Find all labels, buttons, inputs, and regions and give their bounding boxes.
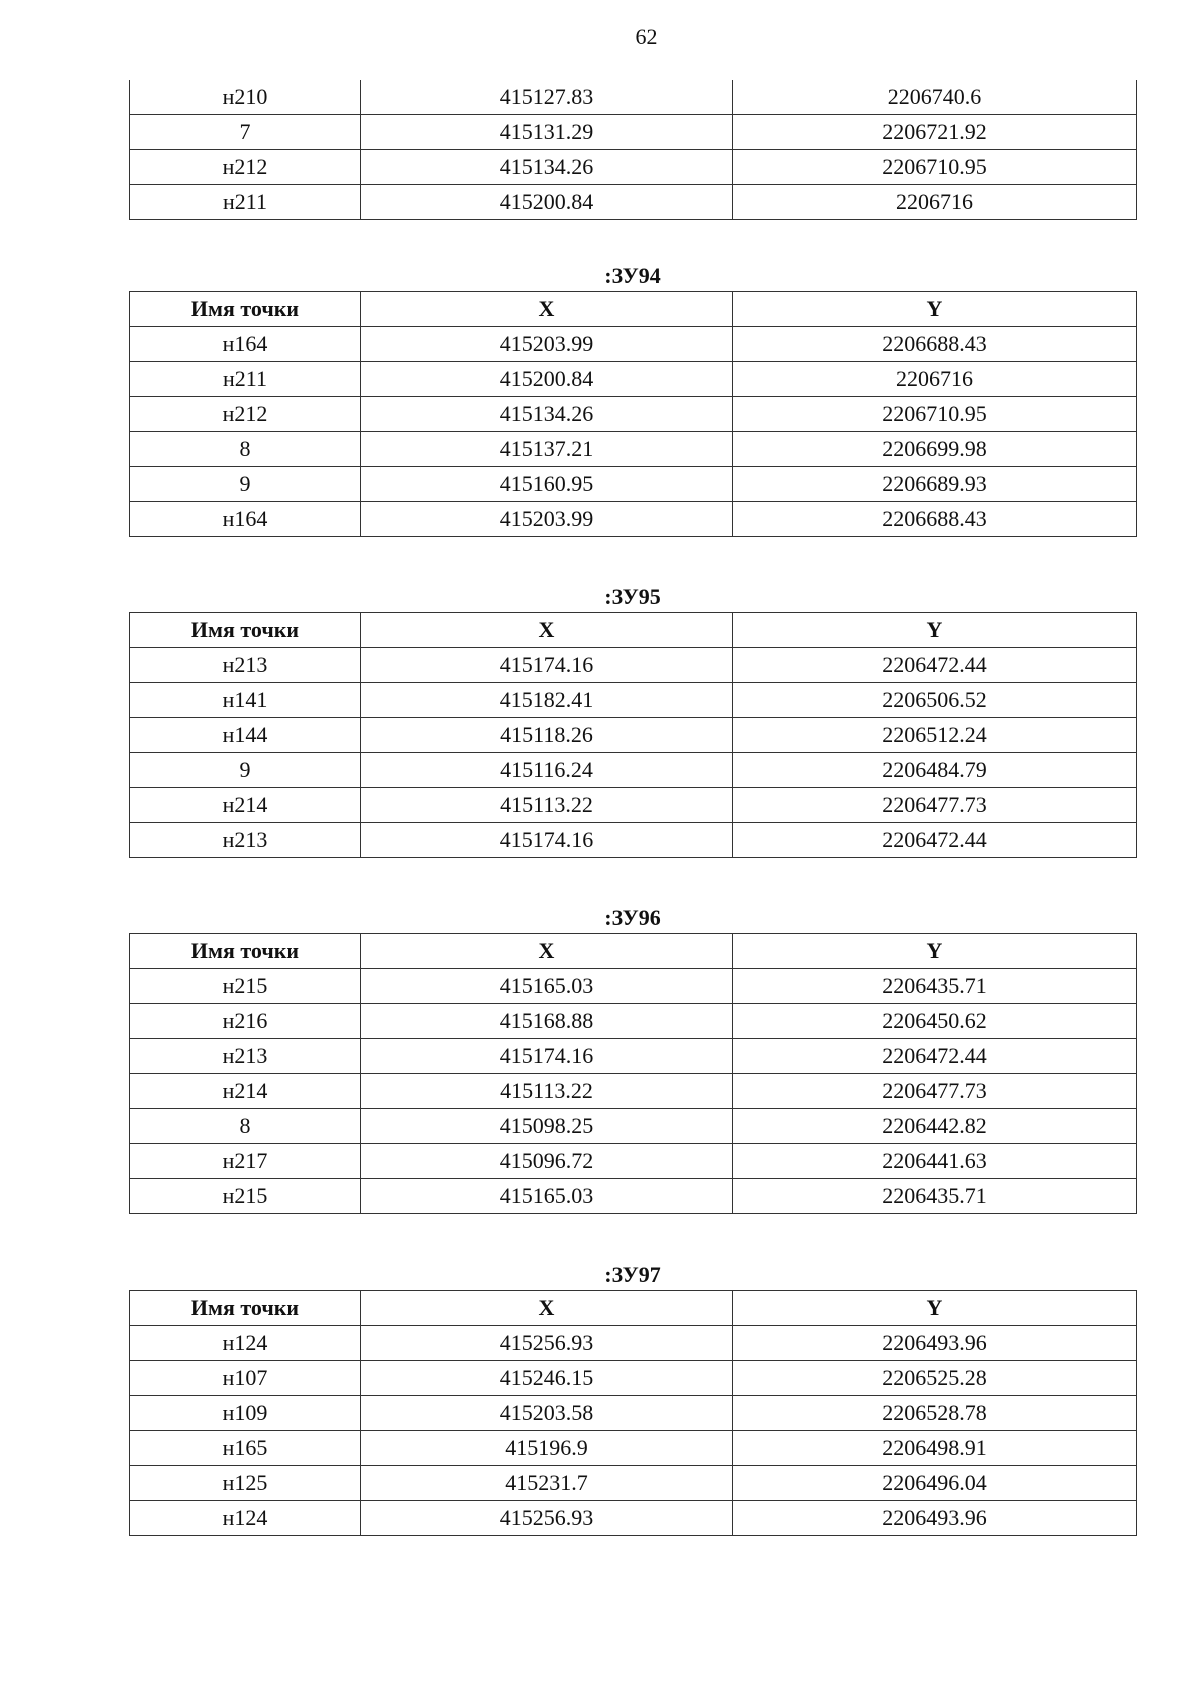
x-cell: 415231.7: [361, 1466, 733, 1501]
table-row: [130, 432, 1137, 467]
y-cell: 2206689.93: [733, 467, 1137, 502]
y-cell: 2206435.71: [733, 1179, 1137, 1214]
y-cell: 2206525.28: [733, 1361, 1137, 1396]
point-name-cell: н217: [130, 1144, 361, 1179]
table-row: [130, 1396, 1137, 1431]
point-name-cell: н124: [130, 1326, 361, 1361]
y-cell: 2206496.04: [733, 1466, 1137, 1501]
x-cell: 415168.88: [361, 1004, 733, 1039]
point-name-cell: н125: [130, 1466, 361, 1501]
point-name-cell: 8: [130, 432, 361, 467]
point-name-cell: н164: [130, 327, 361, 362]
table-row: [130, 823, 1137, 858]
y-cell: 2206450.62: [733, 1004, 1137, 1039]
coordinates-table: [129, 291, 1137, 537]
point-name-cell: н213: [130, 648, 361, 683]
point-name-cell: н107: [130, 1361, 361, 1396]
x-header: X: [361, 292, 733, 327]
y-cell: 2206498.91: [733, 1431, 1137, 1466]
table-row: [130, 1144, 1137, 1179]
point-name-cell: н215: [130, 1179, 361, 1214]
x-cell: 415196.9: [361, 1431, 733, 1466]
point-name-cell: н213: [130, 1039, 361, 1074]
table-row: [130, 1074, 1137, 1109]
x-cell: 415203.58: [361, 1396, 733, 1431]
point-name-cell: 8: [130, 1109, 361, 1144]
table-row: [130, 683, 1137, 718]
point-name-header: Имя точки: [130, 934, 361, 969]
table-header-row: [130, 1291, 1137, 1326]
x-cell: 415096.72: [361, 1144, 733, 1179]
table-row: [130, 397, 1137, 432]
point-name-cell: н215: [130, 969, 361, 1004]
table-row: [130, 1109, 1137, 1144]
x-cell: 415165.03: [361, 969, 733, 1004]
coordinates-table: [129, 612, 1137, 858]
x-cell: 415256.93: [361, 1326, 733, 1361]
x-cell: 415182.41: [361, 683, 733, 718]
coordinates-table-continued: [129, 80, 1137, 220]
x-cell: 415200.84: [361, 362, 733, 397]
y-cell: 2206493.96: [733, 1326, 1137, 1361]
x-cell: 415256.93: [361, 1501, 733, 1536]
x-cell: 415127.83: [361, 80, 733, 115]
table-row: [130, 502, 1137, 537]
table-row: [130, 185, 1137, 220]
x-cell: 415174.16: [361, 648, 733, 683]
y-cell: 2206699.98: [733, 432, 1137, 467]
page-number: 62: [635, 24, 658, 49]
y-cell: 2206493.96: [733, 1501, 1137, 1536]
point-name-cell: н211: [130, 362, 361, 397]
table-header-row: [130, 934, 1137, 969]
table-row: [130, 788, 1137, 823]
x-header: X: [361, 613, 733, 648]
section-title: :ЗУ94: [604, 263, 661, 288]
point-name-cell: н212: [130, 150, 361, 185]
x-cell: 415116.24: [361, 753, 733, 788]
x-cell: 415174.16: [361, 1039, 733, 1074]
table-row: [130, 1039, 1137, 1074]
table-header-row: [130, 613, 1137, 648]
x-cell: 415118.26: [361, 718, 733, 753]
y-cell: 2206740.6: [733, 80, 1137, 115]
x-cell: 415200.84: [361, 185, 733, 220]
table-header-row: [130, 292, 1137, 327]
x-cell: 415137.21: [361, 432, 733, 467]
x-cell: 415246.15: [361, 1361, 733, 1396]
y-cell: 2206528.78: [733, 1396, 1137, 1431]
y-cell: 2206716: [733, 185, 1137, 220]
point-name-header: Имя точки: [130, 1291, 361, 1326]
x-cell: 415203.99: [361, 502, 733, 537]
y-header: Y: [733, 1291, 1137, 1326]
coordinates-table: [129, 1290, 1137, 1536]
table-row: [130, 150, 1137, 185]
point-name-cell: н216: [130, 1004, 361, 1039]
y-cell: 2206506.52: [733, 683, 1137, 718]
x-header: X: [361, 934, 733, 969]
y-cell: 2206472.44: [733, 648, 1137, 683]
section-title: :ЗУ95: [604, 584, 661, 609]
y-header: Y: [733, 613, 1137, 648]
table-row: [130, 327, 1137, 362]
point-name-cell: 9: [130, 753, 361, 788]
point-name-header: Имя точки: [130, 292, 361, 327]
x-cell: 415113.22: [361, 788, 733, 823]
table-row: [130, 969, 1137, 1004]
x-cell: 415134.26: [361, 150, 733, 185]
point-name-cell: н211: [130, 185, 361, 220]
x-cell: 415174.16: [361, 823, 733, 858]
table-row: [130, 1431, 1137, 1466]
y-cell: 2206477.73: [733, 788, 1137, 823]
table-row: [130, 1326, 1137, 1361]
section-title: :ЗУ96: [604, 905, 661, 930]
y-cell: 2206477.73: [733, 1074, 1137, 1109]
point-name-cell: н144: [130, 718, 361, 753]
table-row: [130, 648, 1137, 683]
coordinates-table: [129, 933, 1137, 1214]
table-row: [130, 1501, 1137, 1536]
y-cell: 2206716: [733, 362, 1137, 397]
y-cell: 2206435.71: [733, 969, 1137, 1004]
y-cell: 2206484.79: [733, 753, 1137, 788]
y-cell: 2206688.43: [733, 327, 1137, 362]
point-name-cell: н141: [130, 683, 361, 718]
point-name-cell: н164: [130, 502, 361, 537]
table-row: [130, 362, 1137, 397]
table-row: [130, 80, 1137, 115]
y-cell: 2206472.44: [733, 823, 1137, 858]
y-cell: 2206710.95: [733, 150, 1137, 185]
x-cell: 415113.22: [361, 1074, 733, 1109]
x-cell: 415160.95: [361, 467, 733, 502]
x-cell: 415098.25: [361, 1109, 733, 1144]
y-cell: 2206442.82: [733, 1109, 1137, 1144]
y-cell: 2206512.24: [733, 718, 1137, 753]
table-row: [130, 753, 1137, 788]
x-header: X: [361, 1291, 733, 1326]
table-row: [130, 1361, 1137, 1396]
point-name-cell: н124: [130, 1501, 361, 1536]
y-cell: 2206721.92: [733, 115, 1137, 150]
point-name-cell: н212: [130, 397, 361, 432]
x-cell: 415134.26: [361, 397, 733, 432]
y-header: Y: [733, 934, 1137, 969]
point-name-cell: 9: [130, 467, 361, 502]
table-row: [130, 1004, 1137, 1039]
y-cell: 2206472.44: [733, 1039, 1137, 1074]
x-cell: 415203.99: [361, 327, 733, 362]
point-name-cell: 7: [130, 115, 361, 150]
table-row: [130, 467, 1137, 502]
table-row: [130, 1466, 1137, 1501]
table-row: [130, 718, 1137, 753]
x-cell: 415165.03: [361, 1179, 733, 1214]
table-row: [130, 1179, 1137, 1214]
point-name-header: Имя точки: [130, 613, 361, 648]
point-name-cell: н214: [130, 788, 361, 823]
point-name-cell: н165: [130, 1431, 361, 1466]
y-header: Y: [733, 292, 1137, 327]
y-cell: 2206710.95: [733, 397, 1137, 432]
point-name-cell: н210: [130, 80, 361, 115]
point-name-cell: н213: [130, 823, 361, 858]
y-cell: 2206441.63: [733, 1144, 1137, 1179]
x-cell: 415131.29: [361, 115, 733, 150]
point-name-cell: н214: [130, 1074, 361, 1109]
table-row: [130, 115, 1137, 150]
y-cell: 2206688.43: [733, 502, 1137, 537]
point-name-cell: н109: [130, 1396, 361, 1431]
section-title: :ЗУ97: [604, 1262, 661, 1287]
